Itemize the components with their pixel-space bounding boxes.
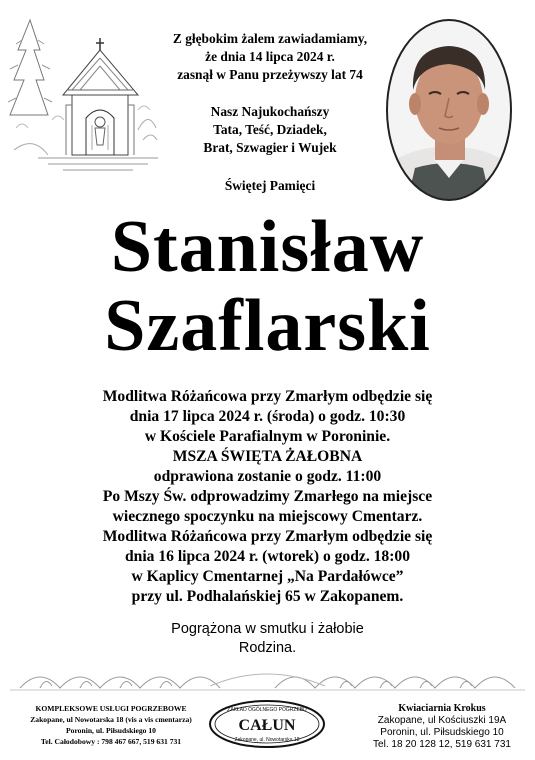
- announcement-line: w Kościele Parafialnym w Poroninie.: [144, 428, 391, 445]
- announcement-line: wiecznego spoczynku na miejscowy Cmentarz.: [112, 508, 423, 525]
- company-address: Zakopane, ul Nowotarska 18 (vis a vis cmentarza): [30, 715, 192, 724]
- intro-text: [160, 30, 380, 84]
- announcement-line: Modlitwa Różańcowa przy Zmarłym odbędzie się: [102, 388, 433, 405]
- funeral-company-info: [6, 703, 216, 747]
- grief-line: Pogrążona w smutku i żałobie: [171, 621, 364, 637]
- company-address: Poronin, ul. Piłsudskiego 10: [66, 726, 156, 735]
- company-phone: Tel. Całodobowy : 798 467 667, 519 631 731: [40, 737, 182, 746]
- florist-address: Poronin, ul. Piłsudskiego 10: [380, 727, 504, 738]
- florist-phone: Tel. 18 20 128 12, 519 631 731: [373, 739, 511, 750]
- company-name: KOMPLEKSOWE USŁUGI POGRZEBOWE: [35, 704, 187, 713]
- florist-name: Kwiaciarnia Krokus: [398, 703, 486, 714]
- family-line: Tata, Teść, Dziadek,: [213, 122, 327, 137]
- chapel-illustration: [8, 10, 158, 178]
- announcement-line: Modlitwa Różańcowa przy Zmarłym odbędzie się: [102, 528, 433, 545]
- logo-bottom-text: Zakopane, ul. Nowotarska 18: [234, 737, 300, 743]
- logo-top-text: ZAKŁAD OGÓLNEGO POGRZEBU: [227, 707, 307, 713]
- announcement-line: MSZA ŚWIĘTA ŻAŁOBNA: [172, 448, 363, 465]
- portrait-photo: [385, 18, 513, 202]
- family-line: Brat, Szwagier i Wujek: [203, 140, 337, 155]
- announcement-text: [0, 387, 535, 607]
- family-roles: [160, 103, 380, 157]
- announcement-line: Po Mszy Św. odprowadzimy Zmarłego na miejsce: [102, 488, 433, 505]
- announcement-line: w Kaplicy Cmentarnej „Na Pardałówce”: [131, 568, 404, 585]
- grief-line: Rodzina.: [238, 640, 297, 656]
- intro-line: Z głębokim żalem zawiadamiamy,: [172, 31, 368, 46]
- memory-label: Świętej Pamięci: [224, 178, 316, 193]
- announcement-line: odprawiona zostanie o godz. 11:00: [153, 468, 382, 485]
- intro-line: zasnął w Panu przeżywszy lat 74: [177, 67, 363, 82]
- company-logo: [207, 698, 327, 750]
- deceased-first-name: Stanisław: [110, 206, 425, 288]
- intro-line: że dnia 14 lipca 2024 r.: [205, 49, 335, 64]
- florist-info: [352, 703, 532, 751]
- deceased-last-name: Szaflarski: [104, 285, 431, 367]
- announcement-line: przy ul. Podhalańskiej 65 w Zakopanem.: [131, 588, 404, 605]
- logo-name: CAŁUN: [238, 717, 296, 734]
- family-line: Nasz Najukochańszy: [210, 104, 330, 119]
- grief-note: [0, 620, 535, 658]
- announcement-line: dnia 17 lipca 2024 r. (środa) o godz. 10:30: [129, 408, 406, 425]
- announcement-line: dnia 16 lipca 2024 r. (wtorek) o godz. 18:00: [124, 548, 411, 565]
- florist-address: Zakopane, ul Kościuszki 19A: [377, 715, 507, 726]
- ornament-divider: [10, 658, 525, 702]
